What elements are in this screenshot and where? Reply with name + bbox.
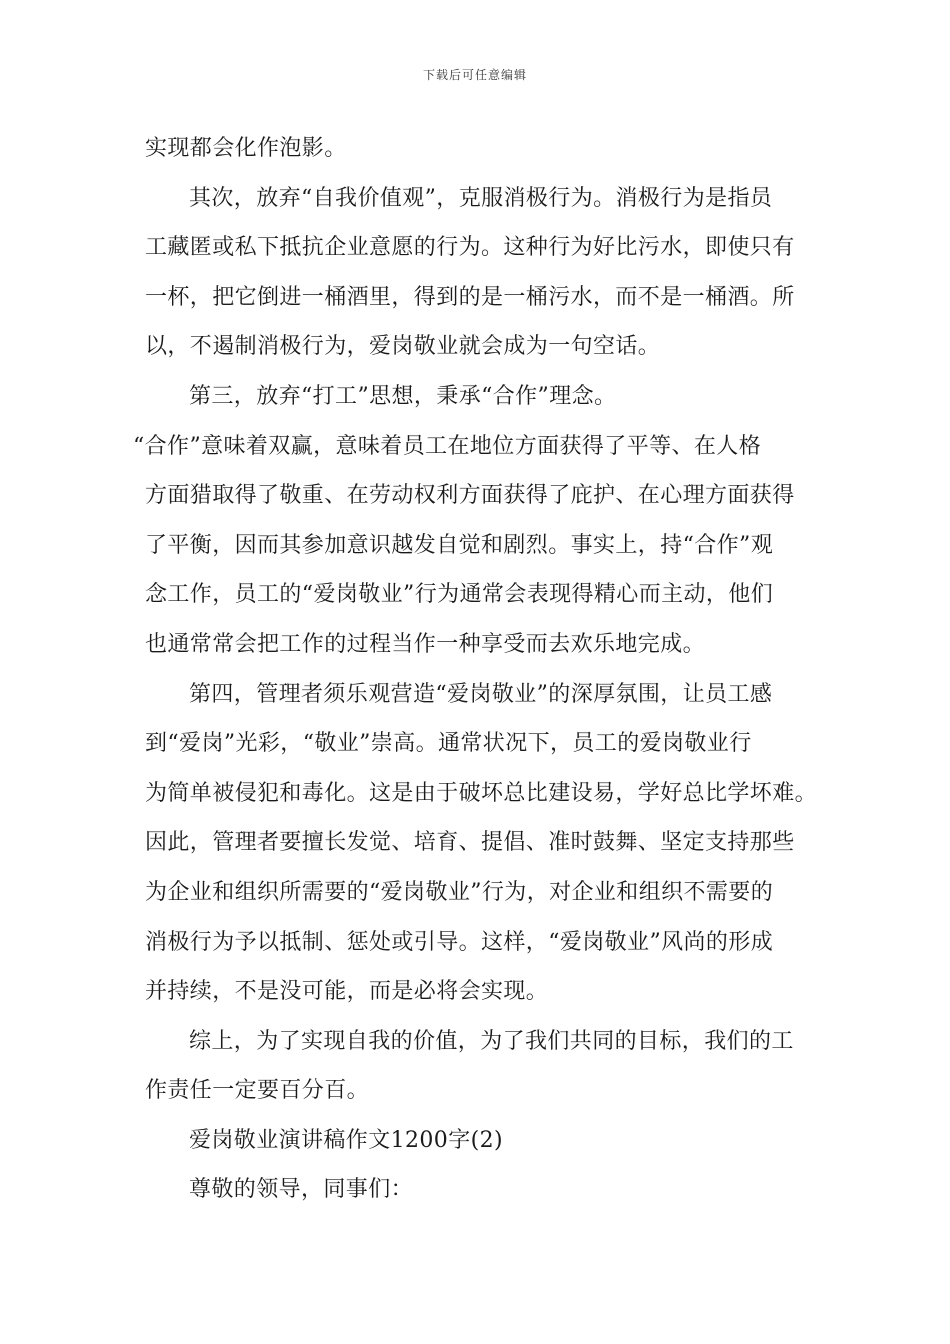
paragraph-line: 并持续，不是没可能，而是必将会实现。 — [145, 979, 549, 1005]
paragraph-line: 第三，放弃“打工”思想，秉承“合作”理念。 — [189, 383, 617, 409]
paragraph-line: 作责任一定要百分百。 — [145, 1078, 370, 1104]
paragraph-line: 工藏匿或私下抵抗企业意愿的行为。这种行为好比污水，即使只有 — [145, 235, 795, 261]
paragraph-line: 为企业和组织所需要的“爱岗敬业”行为，对企业和组织不需要的 — [145, 879, 774, 905]
document-body — [133, 124, 818, 1215]
paragraph-line: 其次，放弃“自我价值观”，克服消极行为。消极行为是指员 — [189, 185, 773, 211]
paragraph-line: 消极行为予以抵制、惩处或引导。这样，“爱岗敬业”风尚的形成 — [145, 929, 774, 955]
paragraph-line: 一杯，把它倒进一桶酒里，得到的是一桶污水，而不是一桶酒。所 — [145, 284, 795, 310]
paragraph-line: 第四，管理者须乐观营造“爱岗敬业”的深厚氛围，让员工感 — [189, 681, 773, 707]
paragraph-line: 为简单被侵犯和毒化。这是由于破坏总比建设易，学好总比学坏难。 — [145, 780, 818, 806]
paragraph-line: 到“爱岗”光彩，“敬业”崇高。通常状况下，员工的爱岗敬业行 — [145, 731, 752, 757]
paragraph-line: 念工作，员工的“爱岗敬业”行为通常会表现得精心而主动，他们 — [145, 582, 774, 608]
paragraph-line: 因此，管理者要擅长发觉、培育、提倡、准时鼓舞、坚定支持那些 — [145, 830, 795, 856]
page-header-note: 下载后可任意编辑 — [422, 68, 527, 82]
paragraph-line: 实现都会化作泡影。 — [145, 136, 347, 161]
paragraph-line: 方面猎取得了敬重、在劳动权利方面获得了庇护、在心理方面获得 — [145, 483, 795, 509]
salutation: 尊敬的领导，同事们： — [189, 1177, 414, 1203]
paragraph-line: 综上，为了实现自我的价值，为了我们共同的目标，我们的工 — [189, 1028, 794, 1054]
paragraph-line: 了平衡，因而其参加意识越发自觉和剧烈。事实上，持“合作”观 — [145, 532, 774, 558]
paragraph-line: 以，不遏制消极行为，爱岗敬业就会成为一句空话。 — [145, 334, 661, 360]
paragraph-line: “合作”意味着双赢，意味着员工在地位方面获得了平等、在人格 — [133, 433, 762, 459]
section-title: 爱岗敬业演讲稿作文1200字(2) — [189, 1127, 503, 1153]
paragraph-line: 也通常常会把工作的过程当作一种享受而去欢乐地完成。 — [145, 631, 706, 657]
